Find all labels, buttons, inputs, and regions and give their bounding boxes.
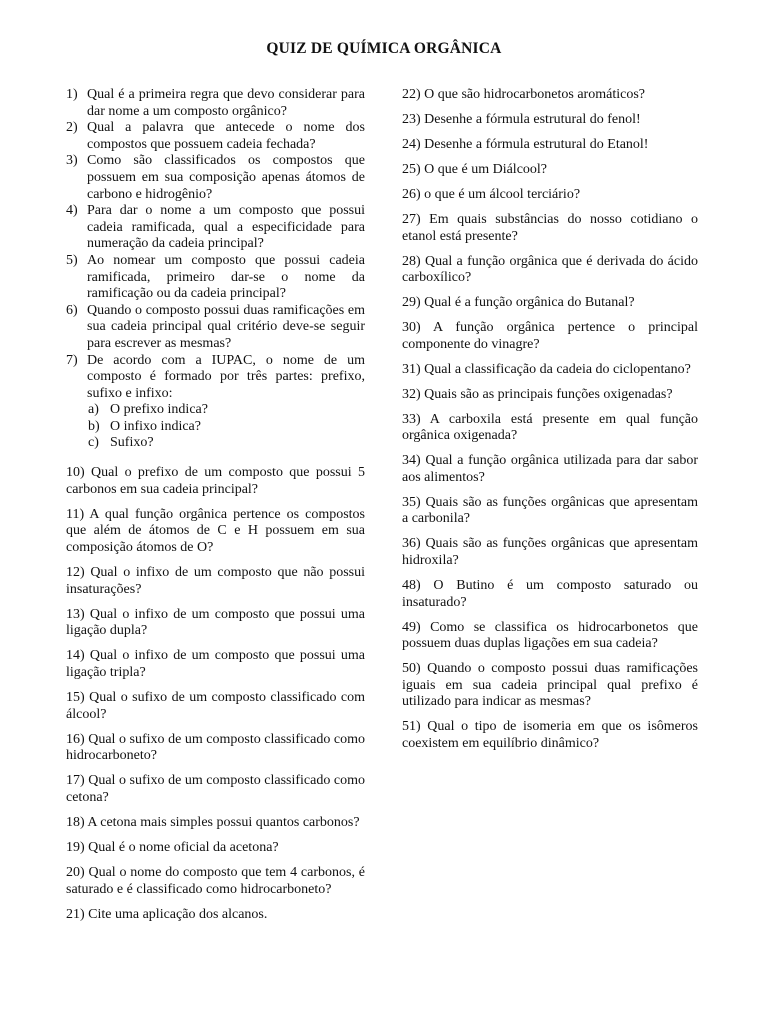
question-paragraph: 15) Qual o sufixo de um composto classificado com álcool? xyxy=(66,690,365,722)
question-paragraph: 10) Qual o prefixo de um composto que possui 5 carbonos em sua cadeia principal? xyxy=(66,465,365,497)
question-text: Como são classificados os compostos que possuem em sua composição apenas átomos de carbono e hidrogênio? xyxy=(87,153,365,202)
question-item xyxy=(66,153,365,203)
question-item xyxy=(66,353,365,403)
question-paragraph: 30) A função orgânica pertence o principal componente do vinagre? xyxy=(402,320,698,352)
question-paragraph: 21) Cite uma aplicação dos alcanos. xyxy=(66,907,268,923)
sub-question-item xyxy=(88,402,365,419)
question-text: Para dar o nome a um composto que possui cadeia ramificada, qual a especificidade para numeração da cadeia principal? xyxy=(87,203,365,252)
question-paragraph: 28) Qual a função orgânica que é derivada do ácido carboxílico? xyxy=(402,253,698,286)
question-paragraph: 50) Quando o composto possui duas ramificações iguais em sua cadeia principal qual prefixo é utilizado para indicar as mesmas? xyxy=(402,661,698,710)
question-paragraph: 13) Qual o infixo de um composto que possui uma ligação dupla? xyxy=(66,606,365,639)
question-item xyxy=(66,120,365,153)
question-text: Ao nomear um composto que possui cadeia ramificada, primeiro dar-se o nome da ramificação ou da cadeia principal? xyxy=(87,252,365,302)
question-paragraph: 19) Qual é o nome oficial da acetona? xyxy=(66,840,279,856)
question-paragraph: 25) O que é um Diálcool? xyxy=(402,161,548,177)
sub-question-text: O prefixo indica? xyxy=(110,402,208,418)
question-paragraph: 14) Qual o infixo de um composto que possui uma ligação tripla? xyxy=(66,648,365,680)
question-item xyxy=(66,203,365,253)
question-paragraph: 24) Desenhe a fórmula estrutural do Etanol! xyxy=(402,136,649,152)
question-paragraph: 17) Qual o sufixo de um composto classificado como cetona? xyxy=(66,773,365,806)
sub-question-text: O infixo indica? xyxy=(110,418,201,434)
question-paragraph: 48) O Butino é um composto saturado ou insaturado? xyxy=(402,577,698,610)
question-paragraph: 32) Quais são as principais funções oxigenadas? xyxy=(402,386,673,402)
question-number: 5) xyxy=(66,252,78,268)
sub-question-item xyxy=(88,435,365,452)
question-paragraph: 34) Qual a função orgânica utilizada para dar sabor aos alimentos? xyxy=(402,453,698,485)
question-number: 2) xyxy=(66,120,78,136)
question-paragraph: 31) Qual a classificação da cadeia do ciclopentano? xyxy=(402,361,691,377)
sub-question-list xyxy=(88,402,365,452)
sub-question-item xyxy=(88,419,365,436)
question-paragraph: 33) A carboxila está presente em qual função orgânica oxigenada? xyxy=(402,411,698,444)
sub-question-letter: a) xyxy=(88,402,99,418)
question-paragraph: 35) Quais são as funções orgânicas que apresentam a carbonila? xyxy=(402,494,698,527)
question-text: De acordo com a IUPAC, o nome de um composto é formado por três partes: prefixo, sufixo e infixo: xyxy=(87,352,365,401)
question-paragraph: 49) Como se classifica os hidrocarbonetos que possuem duas duplas ligações em sua cadeia? xyxy=(402,619,698,652)
question-paragraph: 22) O que são hidrocarbonetos aromáticos? xyxy=(402,87,645,102)
question-paragraph: 20) Qual o nome do composto que tem 4 carbonos, é saturado e é classificado como hidrocarboneto? xyxy=(66,865,365,897)
question-paragraph: 18) A cetona mais simples possui quantos carbonos? xyxy=(66,815,360,831)
question-number: 4) xyxy=(66,203,78,219)
question-number: 1) xyxy=(66,87,78,102)
question-paragraph: 23) Desenhe a fórmula estrutural do fenol! xyxy=(402,111,641,127)
question-paragraph: 12) Qual o infixo de um composto que não possui insaturações? xyxy=(66,565,365,597)
question-paragraph: 16) Qual o sufixo de um composto classificado como hidrocarboneto? xyxy=(66,731,365,764)
question-item xyxy=(66,303,365,353)
question-item xyxy=(66,253,365,303)
question-paragraph: 11) A qual função orgânica pertence os compostos que além de átomos de C e H possuem em sua composição átomos de O? xyxy=(66,506,365,555)
numbered-question-list xyxy=(66,87,365,402)
sub-question-letter: c) xyxy=(88,435,99,451)
question-paragraph: 51) Qual o tipo de isomeria em que os isômeros coexistem em equilíbrio dinâmico? xyxy=(402,719,698,751)
question-paragraph: 36) Quais são as funções orgânicas que apresentam hidroxila? xyxy=(402,536,698,568)
sub-question-text: Sufixo? xyxy=(110,435,154,451)
question-paragraph: 26) o que é um álcool terciário? xyxy=(402,186,581,202)
question-text: Qual a palavra que antecede o nome dos compostos que possuem cadeia fechada? xyxy=(87,120,365,152)
question-item xyxy=(66,87,365,120)
sub-question-letter: b) xyxy=(88,418,100,434)
question-paragraph: 27) Em quais substâncias do nosso cotidiano o etanol está presente? xyxy=(402,211,698,244)
right-column xyxy=(402,87,698,761)
question-paragraph: 29) Qual é a função orgânica do Butanal? xyxy=(402,295,635,311)
question-number: 3) xyxy=(66,153,78,169)
question-text: Quando o composto possui duas ramificações em sua cadeia principal qual critério deve-se seguir para escrever as mesmas? xyxy=(87,302,365,351)
left-column xyxy=(66,87,365,932)
question-number: 7) xyxy=(66,352,78,368)
question-number: 6) xyxy=(66,302,78,318)
question-text: Qual é a primeira regra que devo considerar para dar nome a um composto orgânico? xyxy=(87,87,365,119)
page-title: QUIZ DE QUÍMICA ORGÂNICA xyxy=(266,40,502,57)
